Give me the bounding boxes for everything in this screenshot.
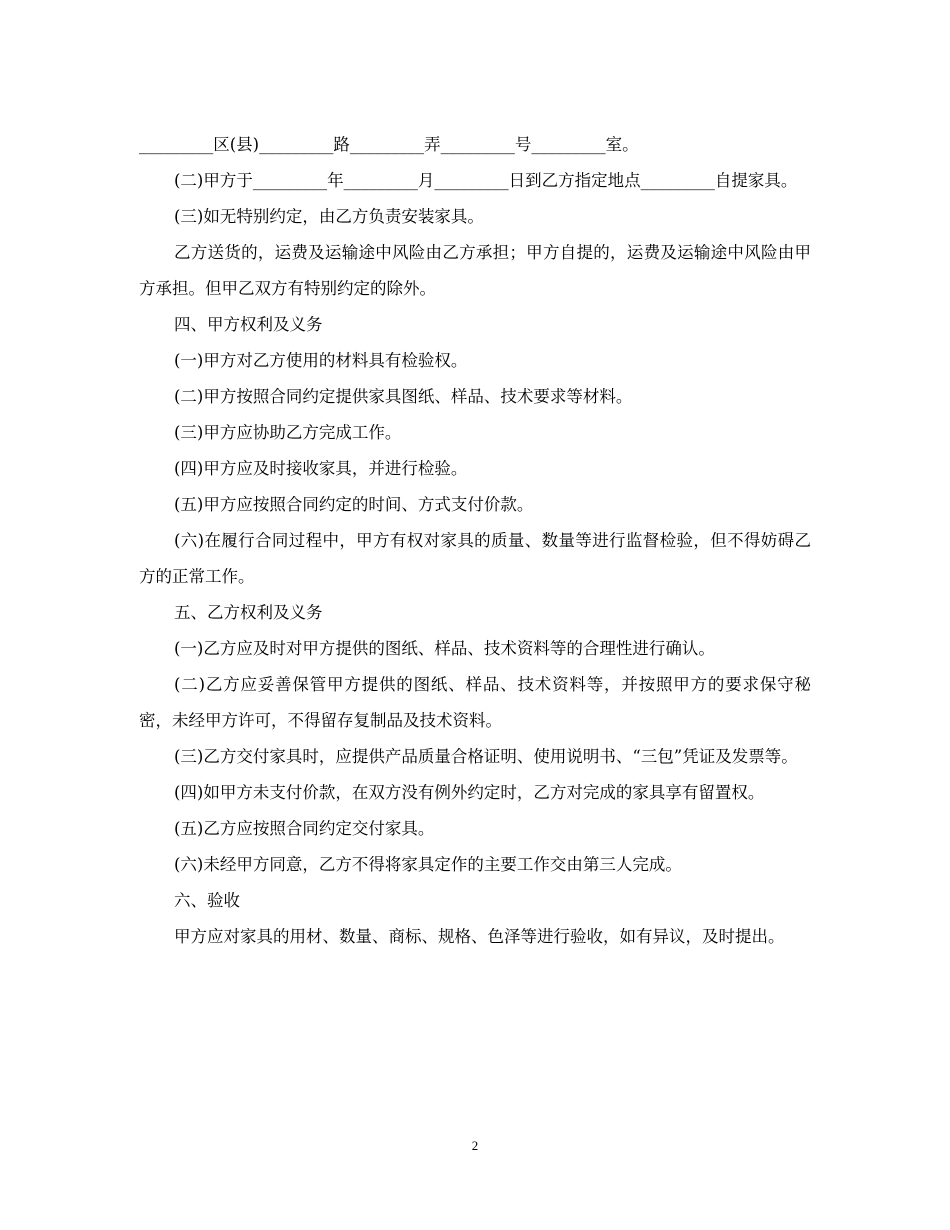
section-heading-acceptance: 六、验收	[174, 891, 240, 910]
clause-pickup-date: (二)甲方于_________年_________月_________日到乙方指定地点_________自提家具。	[174, 171, 798, 190]
party-b-clause-4: (四)如甲方未支付价款，在双方没有例外约定时，乙方对完成的家具享有留置权。	[174, 783, 765, 802]
party-b-clause-5: (五)乙方应按照合同约定交付家具。	[174, 819, 435, 838]
acceptance-clause: 甲方应对家具的用材、数量、商标、规格、色泽等进行验收，如有异议，及时提出。	[174, 927, 785, 946]
party-b-clause-3: (三)乙方交付家具时，应提供产品质量合格证明、使用说明书、“三包”凭证及发票等。	[174, 747, 798, 766]
address-blank-line: _________区(县)_________路_________弄_________号_________室。	[139, 135, 639, 154]
party-a-clause-5: (五)甲方应按照合同约定的时间、方式支付价款。	[174, 495, 534, 514]
party-b-clause-1: (一)乙方应及时对甲方提供的图纸、样品、技术资料等的合理性进行确认。	[174, 639, 715, 658]
party-a-clause-4: (四)甲方应及时接收家具，并进行检验。	[174, 459, 468, 478]
party-a-clause-6: (六)在履行合同过程中，甲方有权对家具的质量、数量等进行监督检验，但不得妨碍乙方的正常工作。	[139, 531, 811, 586]
page-number: 2	[471, 1138, 479, 1153]
clause-installation: (三)如无特别约定，由乙方负责安装家具。	[174, 207, 484, 226]
section-heading-party-a: 四、甲方权利及义务	[174, 315, 323, 334]
party-b-clause-2: (二)乙方应妥善保管甲方提供的图纸、样品、技术资料等，并按照甲方的要求保守秘密，未经甲方许可，不得留存复制品及技术资料。	[139, 675, 811, 730]
party-a-clause-2: (二)甲方按照合同约定提供家具图纸、样品、技术要求等材料。	[174, 387, 633, 406]
party-a-clause-3: (三)甲方应协助乙方完成工作。	[174, 423, 402, 442]
section-heading-party-b: 五、乙方权利及义务	[174, 603, 323, 622]
clause-shipping-risk: 乙方送货的，运费及运输途中风险由乙方承担；甲方自提的，运费及运输途中风险由甲方承担。但甲乙双方有特别约定的除外。	[139, 243, 811, 298]
document-body	[139, 127, 811, 955]
party-b-clause-6: (六)未经甲方同意，乙方不得将家具定作的主要工作交由第三人完成。	[174, 855, 682, 874]
party-a-clause-1: (一)甲方对乙方使用的材料具有检验权。	[174, 351, 468, 370]
